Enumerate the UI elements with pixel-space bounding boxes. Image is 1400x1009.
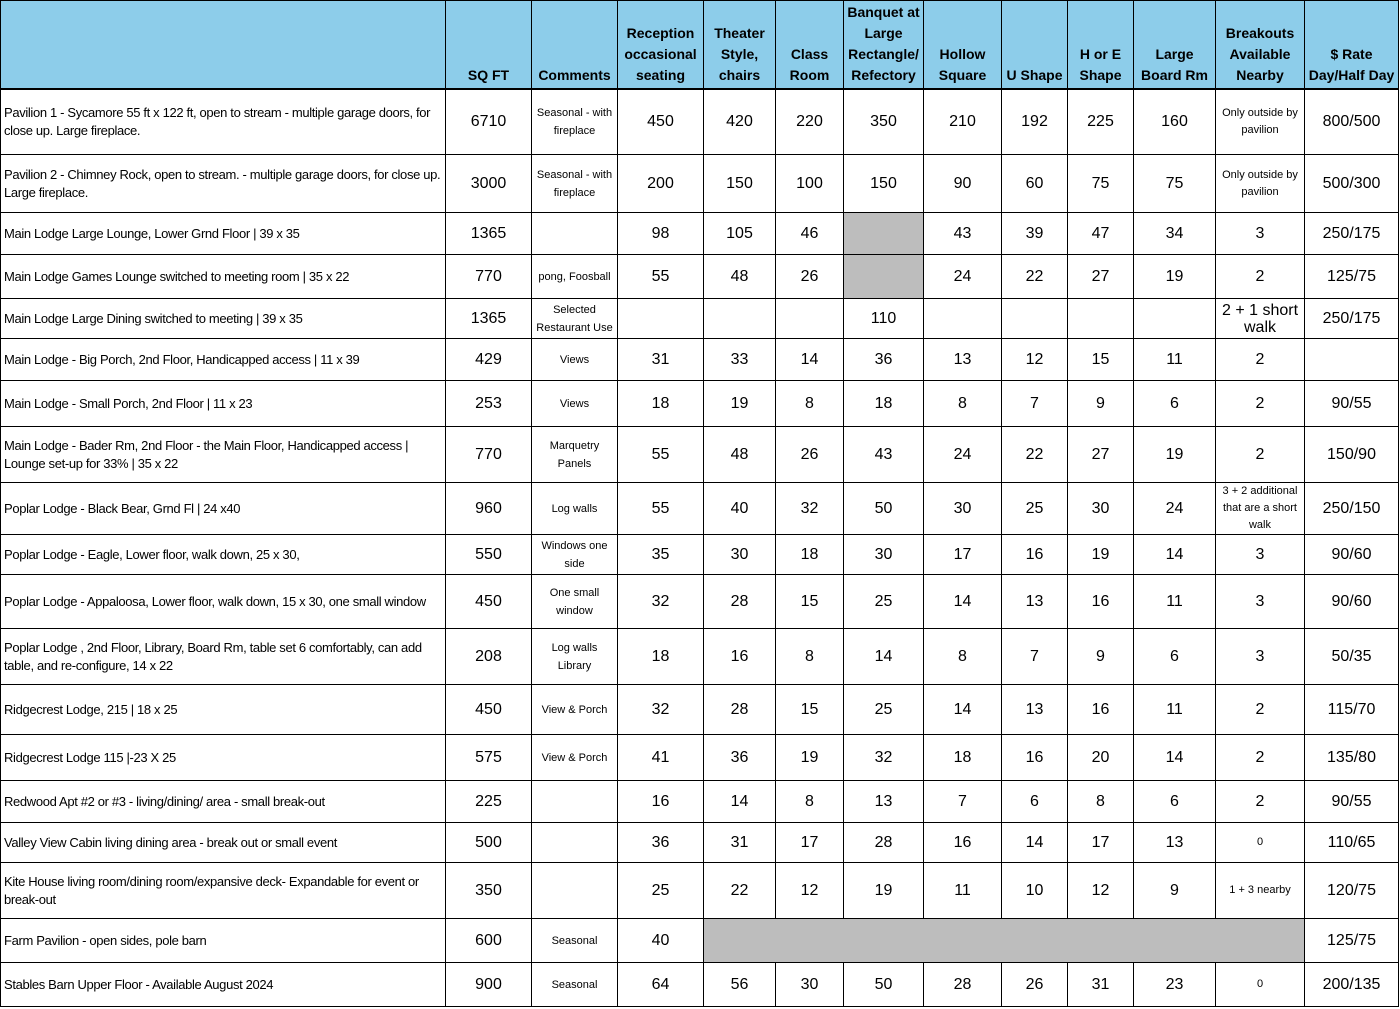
rate-cell: 120/75 bbox=[1305, 863, 1399, 919]
reception-cell: 31 bbox=[618, 339, 704, 381]
banquet-cell: 32 bbox=[844, 735, 924, 781]
theater-cell: 31 bbox=[704, 823, 776, 863]
sqft-cell: 960 bbox=[446, 483, 532, 535]
header-rate: $ Rate Day/Half Day bbox=[1305, 1, 1399, 89]
table-row bbox=[1, 89, 1399, 155]
table-row bbox=[1, 823, 1399, 863]
rate-cell: 250/175 bbox=[1305, 213, 1399, 255]
table-row bbox=[1, 155, 1399, 213]
breakouts-cell: 0 bbox=[1216, 823, 1305, 863]
table-row bbox=[1, 963, 1399, 1007]
theater-cell: 28 bbox=[704, 685, 776, 735]
reception-cell: 450 bbox=[618, 89, 704, 155]
board-room-cell: 6 bbox=[1134, 381, 1216, 427]
header-sqft: SQ FT bbox=[446, 1, 532, 89]
rate-cell: 90/55 bbox=[1305, 781, 1399, 823]
u-shape-cell: 6 bbox=[1002, 781, 1068, 823]
reception-cell: 32 bbox=[618, 575, 704, 629]
hollow-square-cell: 14 bbox=[924, 575, 1002, 629]
classroom-cell: 100 bbox=[776, 155, 844, 213]
rate-cell: 125/75 bbox=[1305, 919, 1399, 963]
comments-cell: Views bbox=[532, 381, 618, 427]
breakouts-cell: Only outside by pavilion bbox=[1216, 89, 1305, 155]
board-room-cell: 9 bbox=[1134, 863, 1216, 919]
h-or-e-shape-cell: 16 bbox=[1068, 575, 1134, 629]
u-shape-cell: 60 bbox=[1002, 155, 1068, 213]
theater-cell: 420 bbox=[704, 89, 776, 155]
theater-cell: 105 bbox=[704, 213, 776, 255]
classroom-cell: 19 bbox=[776, 735, 844, 781]
sqft-cell: 253 bbox=[446, 381, 532, 427]
breakouts-cell: 0 bbox=[1216, 963, 1305, 1007]
board-room-cell: 34 bbox=[1134, 213, 1216, 255]
u-shape-cell: 22 bbox=[1002, 255, 1068, 299]
header-banquet: Banquet at Large Rectangle/ Refectory bbox=[844, 1, 924, 89]
board-room-cell: 14 bbox=[1134, 535, 1216, 575]
u-shape-cell: 16 bbox=[1002, 535, 1068, 575]
space-cell: Kite House living room/dining room/expansive deck- Expandable for event or break-out bbox=[1, 863, 446, 919]
h-or-e-shape-cell: 30 bbox=[1068, 483, 1134, 535]
space-cell: Valley View Cabin living dining area - break out or small event bbox=[1, 823, 446, 863]
board-room-cell: 14 bbox=[1134, 735, 1216, 781]
u-shape-cell: 39 bbox=[1002, 213, 1068, 255]
comments-cell: Windows one side bbox=[532, 535, 618, 575]
comments-cell: Selected Restaurant Use bbox=[532, 299, 618, 339]
sqft-cell: 225 bbox=[446, 781, 532, 823]
hollow-square-cell: 24 bbox=[924, 427, 1002, 483]
reception-cell: 41 bbox=[618, 735, 704, 781]
rate-cell: 500/300 bbox=[1305, 155, 1399, 213]
table-row bbox=[1, 255, 1399, 299]
board-room-cell: 11 bbox=[1134, 575, 1216, 629]
rate-cell: 150/90 bbox=[1305, 427, 1399, 483]
banquet-cell bbox=[844, 213, 924, 255]
reception-cell: 55 bbox=[618, 483, 704, 535]
u-shape-cell bbox=[1002, 299, 1068, 339]
board-room-cell bbox=[1134, 299, 1216, 339]
table-row bbox=[1, 483, 1399, 535]
breakouts-cell: 2 + 1 short walk bbox=[1216, 299, 1305, 339]
comments-cell: Seasonal bbox=[532, 963, 618, 1007]
rate-cell: 200/135 bbox=[1305, 963, 1399, 1007]
classroom-cell: 26 bbox=[776, 427, 844, 483]
theater-cell: 30 bbox=[704, 535, 776, 575]
classroom-cell: 14 bbox=[776, 339, 844, 381]
u-shape-cell: 7 bbox=[1002, 629, 1068, 685]
table-row bbox=[1, 339, 1399, 381]
h-or-e-shape-cell: 9 bbox=[1068, 381, 1134, 427]
reception-cell: 18 bbox=[618, 629, 704, 685]
rate-cell: 90/60 bbox=[1305, 575, 1399, 629]
unavailable-setups-cell bbox=[704, 919, 1305, 963]
hollow-square-cell: 7 bbox=[924, 781, 1002, 823]
h-or-e-shape-cell bbox=[1068, 299, 1134, 339]
breakouts-cell: 1 + 3 nearby bbox=[1216, 863, 1305, 919]
table-row bbox=[1, 381, 1399, 427]
u-shape-cell: 26 bbox=[1002, 963, 1068, 1007]
breakouts-cell: 2 bbox=[1216, 255, 1305, 299]
reception-cell: 98 bbox=[618, 213, 704, 255]
space-cell: Redwood Apt #2 or #3 - living/dining/ area - small break-out bbox=[1, 781, 446, 823]
comments-cell: Seasonal bbox=[532, 919, 618, 963]
h-or-e-shape-cell: 27 bbox=[1068, 255, 1134, 299]
comments-cell: Views bbox=[532, 339, 618, 381]
board-room-cell: 6 bbox=[1134, 629, 1216, 685]
header-h-or-e-shape: H or E Shape bbox=[1068, 1, 1134, 89]
sqft-cell: 550 bbox=[446, 535, 532, 575]
reception-cell bbox=[618, 299, 704, 339]
hollow-square-cell: 8 bbox=[924, 381, 1002, 427]
theater-cell: 16 bbox=[704, 629, 776, 685]
classroom-cell: 46 bbox=[776, 213, 844, 255]
classroom-cell: 15 bbox=[776, 575, 844, 629]
hollow-square-cell: 8 bbox=[924, 629, 1002, 685]
u-shape-cell: 10 bbox=[1002, 863, 1068, 919]
space-cell: Main Lodge - Small Porch, 2nd Floor | 11 x 23 bbox=[1, 381, 446, 427]
table-row bbox=[1, 299, 1399, 339]
space-cell: Poplar Lodge , 2nd Floor, Library, Board Rm, table set 6 comfortably, can add table, and re-configure, 14 x 22 bbox=[1, 629, 446, 685]
header-row bbox=[1, 1, 1399, 89]
board-room-cell: 6 bbox=[1134, 781, 1216, 823]
rate-cell: 110/65 bbox=[1305, 823, 1399, 863]
banquet-cell: 30 bbox=[844, 535, 924, 575]
header-space bbox=[1, 1, 446, 89]
reception-cell: 18 bbox=[618, 381, 704, 427]
comments-cell: Log walls bbox=[532, 483, 618, 535]
sqft-cell: 3000 bbox=[446, 155, 532, 213]
u-shape-cell: 13 bbox=[1002, 685, 1068, 735]
reception-cell: 55 bbox=[618, 255, 704, 299]
sqft-cell: 575 bbox=[446, 735, 532, 781]
rate-cell: 90/55 bbox=[1305, 381, 1399, 427]
u-shape-cell: 16 bbox=[1002, 735, 1068, 781]
h-or-e-shape-cell: 20 bbox=[1068, 735, 1134, 781]
classroom-cell: 18 bbox=[776, 535, 844, 575]
u-shape-cell: 12 bbox=[1002, 339, 1068, 381]
banquet-cell bbox=[844, 255, 924, 299]
comments-cell: One small window bbox=[532, 575, 618, 629]
reception-cell: 40 bbox=[618, 919, 704, 963]
theater-cell: 48 bbox=[704, 427, 776, 483]
sqft-cell: 6710 bbox=[446, 89, 532, 155]
theater-cell: 14 bbox=[704, 781, 776, 823]
u-shape-cell: 25 bbox=[1002, 483, 1068, 535]
u-shape-cell: 192 bbox=[1002, 89, 1068, 155]
rate-cell: 115/70 bbox=[1305, 685, 1399, 735]
space-cell: Main Lodge Large Dining switched to meeting | 39 x 35 bbox=[1, 299, 446, 339]
comments-cell: View & Porch bbox=[532, 685, 618, 735]
theater-cell: 40 bbox=[704, 483, 776, 535]
sqft-cell: 500 bbox=[446, 823, 532, 863]
reception-cell: 64 bbox=[618, 963, 704, 1007]
space-cell: Main Lodge Games Lounge switched to meeting room | 35 x 22 bbox=[1, 255, 446, 299]
board-room-cell: 11 bbox=[1134, 685, 1216, 735]
h-or-e-shape-cell: 17 bbox=[1068, 823, 1134, 863]
header-reception: Reception occasional seating bbox=[618, 1, 704, 89]
board-room-cell: 19 bbox=[1134, 255, 1216, 299]
board-room-cell: 75 bbox=[1134, 155, 1216, 213]
hollow-square-cell: 13 bbox=[924, 339, 1002, 381]
hollow-square-cell: 18 bbox=[924, 735, 1002, 781]
classroom-cell: 8 bbox=[776, 629, 844, 685]
theater-cell: 19 bbox=[704, 381, 776, 427]
board-room-cell: 24 bbox=[1134, 483, 1216, 535]
space-cell: Farm Pavilion - open sides, pole barn bbox=[1, 919, 446, 963]
banquet-cell: 18 bbox=[844, 381, 924, 427]
board-room-cell: 160 bbox=[1134, 89, 1216, 155]
table-row bbox=[1, 685, 1399, 735]
table-row bbox=[1, 213, 1399, 255]
banquet-cell: 28 bbox=[844, 823, 924, 863]
comments-cell bbox=[532, 781, 618, 823]
header-theater: Theater Style, chairs bbox=[704, 1, 776, 89]
breakouts-cell: 3 bbox=[1216, 213, 1305, 255]
header-comments: Comments bbox=[532, 1, 618, 89]
rate-cell: 50/35 bbox=[1305, 629, 1399, 685]
h-or-e-shape-cell: 8 bbox=[1068, 781, 1134, 823]
classroom-cell: 17 bbox=[776, 823, 844, 863]
comments-cell: Marquetry Panels bbox=[532, 427, 618, 483]
u-shape-cell: 7 bbox=[1002, 381, 1068, 427]
space-cell: Poplar Lodge - Appaloosa, Lower floor, walk down, 15 x 30, one small window bbox=[1, 575, 446, 629]
banquet-cell: 50 bbox=[844, 483, 924, 535]
hollow-square-cell: 43 bbox=[924, 213, 1002, 255]
rate-cell: 800/500 bbox=[1305, 89, 1399, 155]
h-or-e-shape-cell: 31 bbox=[1068, 963, 1134, 1007]
classroom-cell: 220 bbox=[776, 89, 844, 155]
space-cell: Poplar Lodge - Eagle, Lower floor, walk down, 25 x 30, bbox=[1, 535, 446, 575]
comments-cell bbox=[532, 863, 618, 919]
space-cell: Ridgecrest Lodge, 215 | 18 x 25 bbox=[1, 685, 446, 735]
banquet-cell: 110 bbox=[844, 299, 924, 339]
banquet-cell: 19 bbox=[844, 863, 924, 919]
h-or-e-shape-cell: 27 bbox=[1068, 427, 1134, 483]
h-or-e-shape-cell: 15 bbox=[1068, 339, 1134, 381]
classroom-cell bbox=[776, 299, 844, 339]
reception-cell: 16 bbox=[618, 781, 704, 823]
reception-cell: 55 bbox=[618, 427, 704, 483]
header-large-board-room: Large Board Rm bbox=[1134, 1, 1216, 89]
table-row bbox=[1, 629, 1399, 685]
breakouts-cell: 2 bbox=[1216, 685, 1305, 735]
theater-cell: 28 bbox=[704, 575, 776, 629]
banquet-cell: 36 bbox=[844, 339, 924, 381]
classroom-cell: 12 bbox=[776, 863, 844, 919]
hollow-square-cell: 210 bbox=[924, 89, 1002, 155]
rate-cell: 250/150 bbox=[1305, 483, 1399, 535]
banquet-cell: 25 bbox=[844, 575, 924, 629]
theater-cell: 22 bbox=[704, 863, 776, 919]
breakouts-cell: 2 bbox=[1216, 427, 1305, 483]
comments-cell: View & Porch bbox=[532, 735, 618, 781]
banquet-cell: 50 bbox=[844, 963, 924, 1007]
h-or-e-shape-cell: 9 bbox=[1068, 629, 1134, 685]
sqft-cell: 450 bbox=[446, 685, 532, 735]
comments-cell bbox=[532, 213, 618, 255]
comments-cell bbox=[532, 823, 618, 863]
classroom-cell: 26 bbox=[776, 255, 844, 299]
reception-cell: 35 bbox=[618, 535, 704, 575]
theater-cell: 56 bbox=[704, 963, 776, 1007]
sqft-cell: 350 bbox=[446, 863, 532, 919]
table-row bbox=[1, 863, 1399, 919]
banquet-cell: 14 bbox=[844, 629, 924, 685]
header-breakouts: Breakouts Available Nearby bbox=[1216, 1, 1305, 89]
breakouts-cell: 2 bbox=[1216, 381, 1305, 427]
space-cell: Main Lodge Large Lounge, Lower Grnd Floor | 39 x 35 bbox=[1, 213, 446, 255]
classroom-cell: 30 bbox=[776, 963, 844, 1007]
sqft-cell: 900 bbox=[446, 963, 532, 1007]
rate-cell: 125/75 bbox=[1305, 255, 1399, 299]
u-shape-cell: 22 bbox=[1002, 427, 1068, 483]
reception-cell: 25 bbox=[618, 863, 704, 919]
rate-cell: 250/175 bbox=[1305, 299, 1399, 339]
table-body bbox=[1, 89, 1399, 1007]
hollow-square-cell: 28 bbox=[924, 963, 1002, 1007]
classroom-cell: 32 bbox=[776, 483, 844, 535]
sqft-cell: 208 bbox=[446, 629, 532, 685]
breakouts-cell: 3 bbox=[1216, 575, 1305, 629]
breakouts-cell: 2 bbox=[1216, 781, 1305, 823]
hollow-square-cell: 24 bbox=[924, 255, 1002, 299]
h-or-e-shape-cell: 225 bbox=[1068, 89, 1134, 155]
sqft-cell: 770 bbox=[446, 255, 532, 299]
table-row bbox=[1, 781, 1399, 823]
sqft-cell: 1365 bbox=[446, 299, 532, 339]
breakouts-cell: 3 bbox=[1216, 629, 1305, 685]
sqft-cell: 770 bbox=[446, 427, 532, 483]
classroom-cell: 15 bbox=[776, 685, 844, 735]
space-cell: Stables Barn Upper Floor - Available August 2024 bbox=[1, 963, 446, 1007]
classroom-cell: 8 bbox=[776, 781, 844, 823]
theater-cell bbox=[704, 299, 776, 339]
board-room-cell: 23 bbox=[1134, 963, 1216, 1007]
h-or-e-shape-cell: 12 bbox=[1068, 863, 1134, 919]
classroom-cell: 8 bbox=[776, 381, 844, 427]
reception-cell: 200 bbox=[618, 155, 704, 213]
board-room-cell: 13 bbox=[1134, 823, 1216, 863]
breakouts-cell: Only outside by pavilion bbox=[1216, 155, 1305, 213]
hollow-square-cell: 30 bbox=[924, 483, 1002, 535]
space-cell: Ridgecrest Lodge 115 |-23 X 25 bbox=[1, 735, 446, 781]
hollow-square-cell: 14 bbox=[924, 685, 1002, 735]
hollow-square-cell: 90 bbox=[924, 155, 1002, 213]
hollow-square-cell bbox=[924, 299, 1002, 339]
breakouts-cell: 2 bbox=[1216, 339, 1305, 381]
header-classroom: Class Room bbox=[776, 1, 844, 89]
sqft-cell: 600 bbox=[446, 919, 532, 963]
space-cell: Pavilion 2 - Chimney Rock, open to stream. - multiple garage doors, for close up. Large fireplace. bbox=[1, 155, 446, 213]
space-cell: Pavilion 1 - Sycamore 55 ft x 122 ft, open to stream - multiple garage doors, for close up. Large fireplace. bbox=[1, 89, 446, 155]
reception-cell: 32 bbox=[618, 685, 704, 735]
space-cell: Main Lodge - Big Porch, 2nd Floor, Handicapped access | 11 x 39 bbox=[1, 339, 446, 381]
h-or-e-shape-cell: 47 bbox=[1068, 213, 1134, 255]
header-u-shape: U Shape bbox=[1002, 1, 1068, 89]
banquet-cell: 13 bbox=[844, 781, 924, 823]
h-or-e-shape-cell: 16 bbox=[1068, 685, 1134, 735]
theater-cell: 48 bbox=[704, 255, 776, 299]
theater-cell: 36 bbox=[704, 735, 776, 781]
sqft-cell: 1365 bbox=[446, 213, 532, 255]
table-row bbox=[1, 735, 1399, 781]
space-cell: Poplar Lodge - Black Bear, Grnd Fl | 24 x40 bbox=[1, 483, 446, 535]
sqft-cell: 450 bbox=[446, 575, 532, 629]
hollow-square-cell: 11 bbox=[924, 863, 1002, 919]
theater-cell: 150 bbox=[704, 155, 776, 213]
theater-cell: 33 bbox=[704, 339, 776, 381]
comments-cell: Seasonal - with fireplace bbox=[532, 155, 618, 213]
table-row bbox=[1, 427, 1399, 483]
u-shape-cell: 14 bbox=[1002, 823, 1068, 863]
comments-cell: Log walls Library bbox=[532, 629, 618, 685]
h-or-e-shape-cell: 75 bbox=[1068, 155, 1134, 213]
rate-cell: 135/80 bbox=[1305, 735, 1399, 781]
header-hollow-square: Hollow Square bbox=[924, 1, 1002, 89]
sqft-cell: 429 bbox=[446, 339, 532, 381]
hollow-square-cell: 17 bbox=[924, 535, 1002, 575]
banquet-cell: 150 bbox=[844, 155, 924, 213]
table-row bbox=[1, 535, 1399, 575]
banquet-cell: 350 bbox=[844, 89, 924, 155]
banquet-cell: 25 bbox=[844, 685, 924, 735]
u-shape-cell: 13 bbox=[1002, 575, 1068, 629]
comments-cell: Seasonal - with fireplace bbox=[532, 89, 618, 155]
comments-cell: pong, Foosball bbox=[532, 255, 618, 299]
rate-cell: 90/60 bbox=[1305, 535, 1399, 575]
breakouts-cell: 3 bbox=[1216, 535, 1305, 575]
space-cell: Main Lodge - Bader Rm, 2nd Floor - the Main Floor, Handicapped access | Lounge set-up for 33% | 35 x 22 bbox=[1, 427, 446, 483]
board-room-cell: 19 bbox=[1134, 427, 1216, 483]
hollow-square-cell: 16 bbox=[924, 823, 1002, 863]
h-or-e-shape-cell: 19 bbox=[1068, 535, 1134, 575]
banquet-cell: 43 bbox=[844, 427, 924, 483]
table-row bbox=[1, 919, 1399, 963]
breakouts-cell: 2 bbox=[1216, 735, 1305, 781]
reception-cell: 36 bbox=[618, 823, 704, 863]
breakouts-cell: 3 + 2 additional that are a short walk bbox=[1216, 483, 1305, 535]
table-row bbox=[1, 575, 1399, 629]
board-room-cell: 11 bbox=[1134, 339, 1216, 381]
rate-cell bbox=[1305, 339, 1399, 381]
